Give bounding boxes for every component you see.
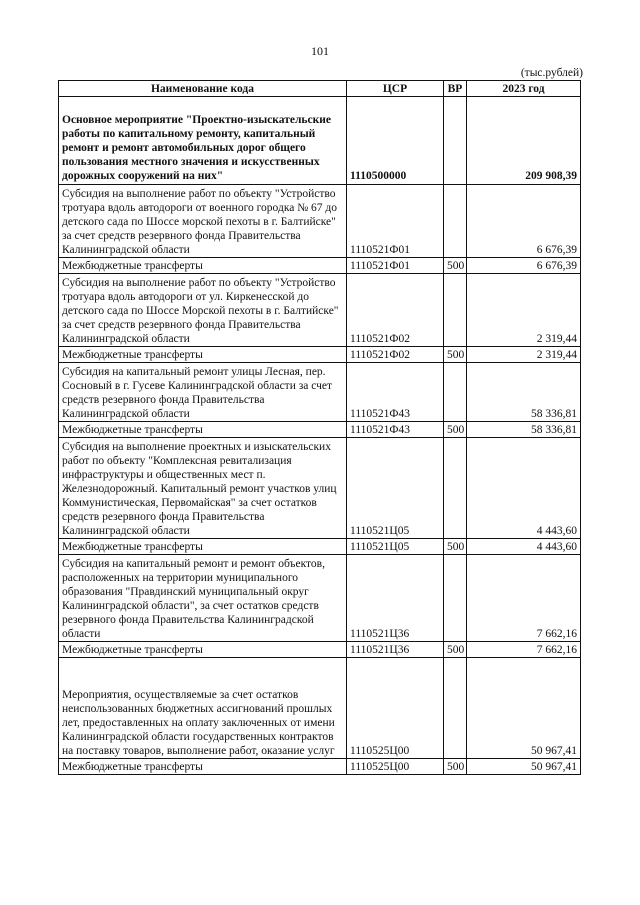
row-csr: 1110521Ф02 [347,347,444,363]
row-vr [444,438,467,539]
row-csr: 1110521Ф43 [347,422,444,438]
row-name: Межбюджетные трансферты [59,539,347,555]
row-amount: 2 319,44 [467,347,581,363]
row-name: Субсидия на капитальный ремонт улицы Лесная, пер. Сосновый в г. Гусеве Калининградской области за счет средств резервного фонда Правительства Калининградской области [59,363,347,422]
row-name: Основное мероприятие "Проектно-изыскательские работы по капитальному ремонту, капитальный ремонт и ремонт автомобильных дорог общего пользования местного значения и искусственных дорожных сооружений на них" [59,97,347,185]
row-name: Субсидия на выполнение работ по объекту "Устройство тротуара вдоль автодороги от военного городка № 67 до детского сада по Шоссе морской пехоты в г. Балтийске" за счет средств резервного фонда Правительства Калининградской области [59,185,347,258]
row-name: Межбюджетные трансферты [59,347,347,363]
table-row [59,363,581,422]
budget-table [58,80,581,775]
row-csr: 1110525Ц00 [347,658,444,759]
row-amount: 209 908,39 [467,97,581,185]
table-body [59,97,581,775]
row-vr [444,658,467,759]
row-amount: 6 676,39 [467,258,581,274]
row-vr: 500 [444,759,467,775]
row-name: Межбюджетные трансферты [59,258,347,274]
table-row [59,642,581,658]
table-row [59,555,581,642]
row-vr [444,274,467,347]
row-name: Межбюджетные трансферты [59,759,347,775]
row-vr: 500 [444,347,467,363]
table-row [59,347,581,363]
row-name: Субсидия на выполнение проектных и изыскательских работ по объекту "Комплексная ревитализация инфраструктуры и общественных мест п. Железнодорожный. Капитальный ремонт участков улиц Коммунистическая, Первомайская" за счет остатков средств резервного фонда Правительства Калининградской области [59,438,347,539]
row-amount: 6 676,39 [467,185,581,258]
row-csr: 1110521Ф01 [347,258,444,274]
table-row [59,185,581,258]
row-csr: 1110521Ф01 [347,185,444,258]
row-name: Мероприятия, осуществляемые за счет остатков неиспользованных бюджетных ассигнований прошлых лет, предоставленных на оплату заключенных от имени Калининградской области государственных контрактов на поставку товаров, выполнение работ, оказание услуг [59,658,347,759]
row-amount: 7 662,16 [467,555,581,642]
row-csr: 1110521Ц05 [347,539,444,555]
row-amount: 58 336,81 [467,422,581,438]
table-row [59,274,581,347]
row-csr: 1110525Ц00 [347,759,444,775]
table-row [59,759,581,775]
row-vr: 500 [444,539,467,555]
row-vr [444,363,467,422]
row-csr: 1110521Ф43 [347,363,444,422]
row-name: Межбюджетные трансферты [59,422,347,438]
table-row [59,438,581,539]
row-name: Субсидия на капитальный ремонт и ремонт объектов, расположенных на территории муниципального образования "Правдинский муниципальный округ Калининградской области", за счет остатков средств резервного фонда Правительства Калининградской области [59,555,347,642]
row-amount: 58 336,81 [467,363,581,422]
row-name: Межбюджетные трансферты [59,642,347,658]
row-vr [444,185,467,258]
table-header [59,81,581,97]
header-name: Наименование кода [59,81,347,97]
table-row [59,97,581,185]
row-amount: 4 443,60 [467,438,581,539]
row-amount: 50 967,41 [467,658,581,759]
table-row [59,422,581,438]
row-csr: 1110521Ц36 [347,642,444,658]
table-row [59,258,581,274]
row-vr: 500 [444,642,467,658]
row-csr: 1110521Ц36 [347,555,444,642]
table-row [59,658,581,759]
row-csr: 1110521Ф02 [347,274,444,347]
row-amount: 2 319,44 [467,274,581,347]
row-name: Субсидия на выполнение работ по объекту "Устройство тротуара вдоль автодороги от ул. Киркенесской до детского сада по Шоссе Морской пехоты в г. Балтийске" за счет средств резервного фонда Правительства Калининградской области [59,274,347,347]
header-vr: ВР [444,81,467,97]
header-csr: ЦСР [347,81,444,97]
header-year: 2023 год [467,81,581,97]
row-csr: 1110500000 [347,97,444,185]
page-number: 101 [311,44,329,58]
header-row [59,81,581,97]
table-row [59,539,581,555]
row-vr [444,97,467,185]
row-amount: 4 443,60 [467,539,581,555]
units-label: (тыс.рублей) [520,67,583,79]
row-vr [444,555,467,642]
row-vr: 500 [444,258,467,274]
row-amount: 50 967,41 [467,759,581,775]
row-csr: 1110521Ц05 [347,438,444,539]
row-amount: 7 662,16 [467,642,581,658]
row-vr: 500 [444,422,467,438]
